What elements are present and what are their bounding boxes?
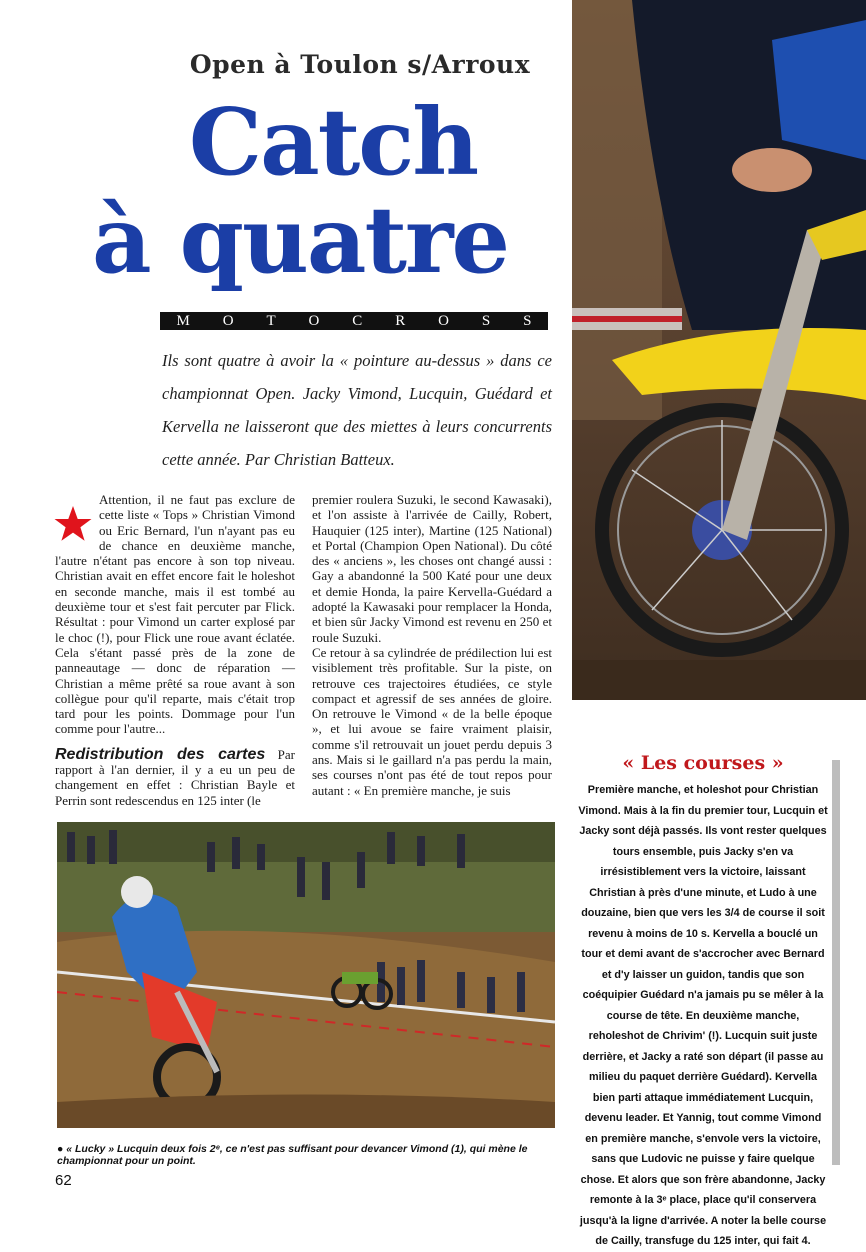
rider-photo (572, 0, 866, 700)
section-rubric (160, 312, 548, 330)
body-text: Par rapport à l'an dernier, il y a eu un peu de changement en effet : Christian Bayle et Perrin sont redescendus en 125 inter (le (55, 746, 296, 808)
rubric-letter: C (352, 313, 363, 329)
bullet-icon: ● (57, 1143, 64, 1155)
article-title-line2: à quatre (92, 186, 508, 294)
caption-text: « Lucky » Lucquin deux fois 2ᵉ, ce n'est pas suffisant pour devancer Vimond (1), qui mène le championnat pour un point. (57, 1143, 528, 1167)
rubric-letter: O (308, 313, 320, 329)
body-column-2 (312, 492, 552, 798)
article-title-line1: Catch (188, 88, 478, 196)
photo-caption (57, 1143, 557, 1167)
rubric-letter: M (176, 313, 190, 329)
subhead: Redistribution des cartes (55, 745, 266, 763)
rubric-letter: O (438, 313, 449, 329)
body-column-1 (55, 492, 295, 808)
star-icon (53, 504, 93, 544)
sidebar-rule (832, 760, 840, 1165)
rubric-letter: O (222, 313, 234, 329)
article-kicker: Open à Toulon s/Arroux (189, 50, 531, 79)
body-paragraph: Attention, il ne faut pas exclure de cette liste « Tops » Christian Vimond ou Eric Bernard, l'un n'ayant pas eu de chance en deuxième manche, l'autre n'étant pas encore à son top niveau. Christian avait en effet encore fait le holeshot en seconde manche, mais il est tombé au deuxième tour et s'est fait percuter par Flick. Résultat : pour Vimond un carter explosé par le choc (!), pour Flick une roue avant éclatée. Cela s'étant passé près de la zone de panneautage — donc de réparation — Christian a même prêté sa roue avant à son collègue pour qu'il reparte, mais c'était trop tard pour les points. Dommage pour l'un comme pour l'autre... (55, 492, 295, 737)
body-paragraph: premier roulera Suzuki, le second Kawasaki), et l'on assiste à l'arrivée de Cailly, Robert, Hauquier (125 inter), Martine (125 National) et Portal (Champion Open National). Du côté des « anciens », les choses ont changé aussi : Gay a abandonné la 500 Katé pour une deux et demie Honda, la paire Kervella-Guédard a adopté la Kawasaki pour remplacer la Honda, et bien sûr Jacky Vimond est revenu en 250 et roule Suzuki. (312, 492, 552, 645)
jump-photo (57, 822, 555, 1128)
rubric-letter: S (523, 313, 532, 329)
sidebar-text: Première manche, et holeshot pour Christian Vimond. Mais à la fin du premier tour, Lucquin et Jacky sont déjà passés. Ils vont rester quelques tours ensemble, puis Jacky s'en va irrésistiblement vers la victoire, laissant Christian à près d'une minute, et Ludo à une douzaine, bien que vers les 3/4 de course il soit revenu à moins de 10 s. Kervella a bouclé un tour et demi avant de s'accrocher avec Bernard et d'y laisser un guidon, tandis que son coéquipier Guédard n'a jamais pu se mêler à la course de tête. En deuxième manche, reholeshot de Chrivim' (!). Lucquin suit juste derrière, et Jacky a raté son départ (il passe au milieu du paquet derrière Guédard). Kervella bien parti attaque immédiatement Lucquin, devenu leader. Et Yannig, tout comme Vimond en première manche, s'envole vers la victoire, sans que Ludovic ne puisse y faire quelque chose. Et alors que son frère abandonne, Jacky remonte à la 3ᵉ place, place qu'il conservera jusqu'à la ligne d'arrivée. A noter la belle course de Cailly, transfuge du 125 inter, qui fait 4. (578, 784, 828, 1247)
rubric-letter: S (481, 313, 491, 329)
sidebar-title: « Les courses » (622, 752, 784, 774)
rider-photo-illustration (572, 0, 866, 700)
rubric-letter: R (395, 313, 406, 329)
body-paragraph-with-subhead (55, 747, 295, 808)
rubric-letter: T (266, 313, 276, 329)
races-sidebar (578, 752, 828, 1252)
page-number: 62 (55, 1172, 72, 1189)
body-paragraph: Ce retour à sa cylindrée de prédilection lui est visiblement très profitable. Sur la piste, on retrouve ces trajectoires étudiées, ce style compact et agressif de ses années de gloire. On retrouve le Vimond « de la belle époque », et lui avoue se faire vraiment plaisir, comme s'il retrouvait un jouet perdu depuis 3 ans. Mais si le gaillard n'a pas perdu la main, ses courses n'ont pas été de tout repos pour autant : « En première manche, je suis (312, 644, 552, 798)
jump-photo-illustration (57, 822, 555, 1128)
article-lead: Ils sont quatre à avoir la « pointure au-dessus » dans ce championnat Open. Jacky Vimond, Lucquin, Guédard et Kervella ne laisseront que des miettes à leurs concurrents cette année. Par Christian Batteux. (162, 351, 552, 469)
